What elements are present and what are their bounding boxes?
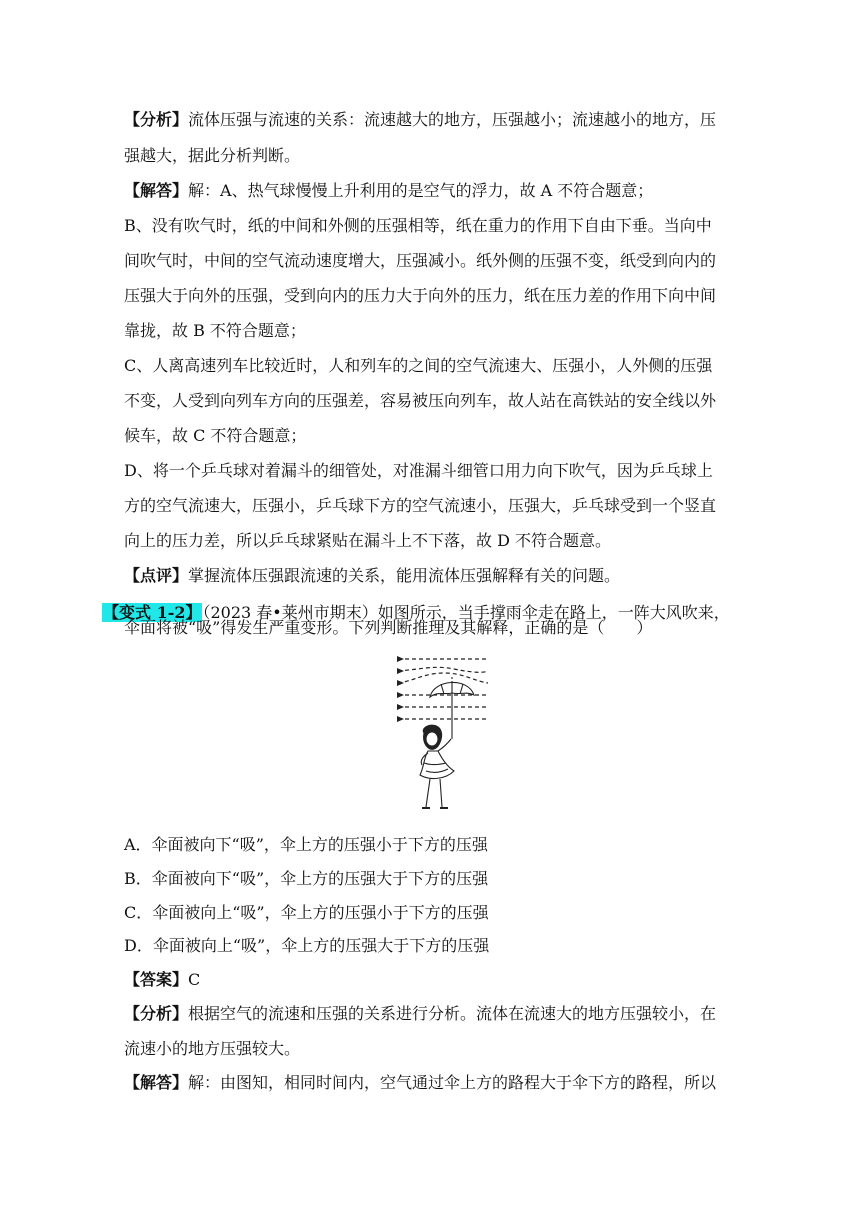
option-d: D．伞面被向上“吸”，伞上方的压强大于下方的压强 <box>124 936 490 955</box>
analysis-1-line-1: 【分析】流体压强与流速的关系：流速越大的地方，压强越小；流速越小的地方，压 <box>124 110 717 129</box>
comment-1: 【点评】掌握流体压强跟流速的关系，能用流体压强解释有关的问题。 <box>124 566 621 585</box>
answer-detail-1-line-5: 靠拢，故 B 不符合题意； <box>124 321 306 340</box>
girl-with-umbrella-in-wind-illustration <box>384 651 494 819</box>
answer-detail-1-line-11: 向上的压力差，所以乒乓球紧贴在漏斗上不下落，故 D 不符合题意。 <box>124 531 612 550</box>
answer-2: 【答案】C <box>124 970 201 989</box>
answer-detail-2-line-1: 【解答】解：由图知，相同时间内，空气通过伞上方的路程大于伞下方的路程，所以 <box>124 1073 717 1092</box>
answer-detail-1-line-10: 方的空气流速大，压强小，乒乓球下方的空气流速小，压强大，乒乓球受到一个竖直 <box>124 496 717 515</box>
answer-detail-1-line-1: 【解答】解：A、热气球慢慢上升利用的是空气的浮力，故 A 不符合题意； <box>124 181 654 200</box>
answer-detail-1-line-2: B、没有吹气时，纸的中间和外侧的压强相等，纸在重力的作用下自由下垂。当向中 <box>124 216 712 235</box>
question-2-line-1: 【变式 1-2】（2023 春•莱州市期末）如图所示，当手撑雨伞走在路上，一阵大风吹来， <box>103 603 730 622</box>
question-tag: 【变式 1-2】 <box>103 603 202 622</box>
option-a: A．伞面被向下“吸”，伞上方的压强小于下方的压强 <box>124 835 488 854</box>
answer-detail-1-line-4: 压强大于向外的压强，受到向内的压力大于向外的压力，纸在压力差的作用下向中间 <box>124 286 717 305</box>
answer-detail-1-line-8: 候车，故 C 不符合题意； <box>124 426 307 445</box>
option-c: C．伞面被向上“吸”，伞上方的压强小于下方的压强 <box>124 903 489 922</box>
option-b: B．伞面被向下“吸”，伞上方的压强大于下方的压强 <box>124 869 489 888</box>
answer-detail-1-line-3: 间吹气时，中间的空气流动速度增大，压强减小。纸外侧的压强不变，纸受到向内的 <box>124 251 717 270</box>
answer-detail-1-line-9: D、将一个乒乓球对着漏斗的细管处，对准漏斗细管口用力向下吹气，因为乒乓球上 <box>124 461 713 480</box>
analysis-2-line-2: 流速小的地方压强较大。 <box>124 1039 301 1058</box>
analysis-1-line-2: 强越大，据此分析判断。 <box>124 146 301 165</box>
analysis-2-line-1: 【分析】根据空气的流速和压强的关系进行分析。流体在流速大的地方压强较小，在 <box>124 1004 717 1023</box>
question-2-line-2: 伞面将被“吸”得发生严重变形。下列判断推理及其解释，正确的是（ ） <box>124 618 653 637</box>
answer-detail-1-line-7: 不变，人受到向列车方向的压强差，容易被压向列车，故人站在高铁站的安全线以外 <box>124 391 717 410</box>
answer-detail-1-line-6: C、人离高速列车比较近时，人和列车的之间的空气流速大、压强小，人外侧的压强 <box>124 356 713 375</box>
